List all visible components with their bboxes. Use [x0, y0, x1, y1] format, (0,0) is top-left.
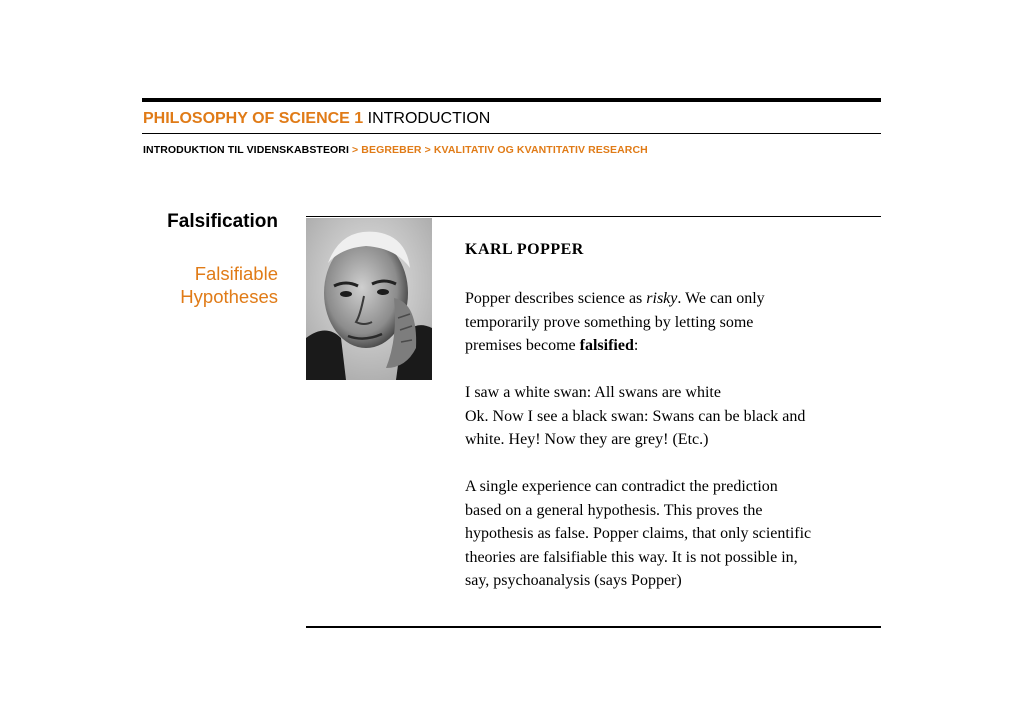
- portrait-photo: [306, 218, 432, 380]
- breadcrumb-root: INTRODUKTION TIL VIDENSKABSTEORI: [143, 144, 350, 156]
- p1-l1-tail: . We can only: [677, 290, 765, 307]
- p3-line-3: hypothesis as false. Popper claims, that only scientific: [465, 525, 812, 542]
- breadcrumb-path: > BEGREBER > KVALITATIV OG KVANTITATIV RESEARCH: [352, 144, 648, 156]
- header-divider: [142, 133, 881, 134]
- falsified-strong: falsified: [579, 337, 634, 354]
- p2-line-3: white. Hey! Now they are grey! (Etc.): [465, 431, 709, 448]
- p1-line-3: [465, 334, 885, 358]
- paragraph-risky-science: [465, 287, 885, 358]
- p1-l3-text: premises become: [465, 337, 580, 354]
- slide-subtitle-line-1: Falsifiable: [194, 263, 278, 284]
- paragraph-swan-example: [465, 381, 885, 452]
- content-top-rule: [306, 216, 881, 217]
- p2-line-1: I saw a white swan: All swans are white: [465, 384, 721, 401]
- slide-subtitle-line-2: Hypotheses: [180, 286, 278, 307]
- header-top-rule: [142, 98, 881, 102]
- p2-line-2: Ok. Now I see a black swan: Swans can be black and: [465, 407, 806, 425]
- portrait-illustration: [306, 218, 432, 380]
- slide-title: Falsification: [167, 211, 278, 232]
- paragraph-falsifiability: [465, 475, 885, 593]
- content-bottom-rule: [306, 626, 881, 628]
- page-header: [143, 109, 490, 129]
- p3-line-4: theories are falsifiable this way. It is not possible in,: [465, 548, 798, 566]
- p3-line-1: A single experience can contradict the prediction: [465, 478, 778, 495]
- p3-line-5: say, psychoanalysis (says Popper): [465, 572, 682, 589]
- p1-l3-tail: :: [633, 337, 639, 354]
- section-title: INTRODUCTION: [367, 110, 491, 127]
- p1-line-1: [465, 287, 885, 311]
- content-body: [465, 238, 885, 616]
- person-name: KARL POPPER: [465, 241, 584, 258]
- p3-line-2: based on a general hypothesis. This proves the: [465, 501, 763, 519]
- course-title: PHILOSOPHY OF SCIENCE 1: [143, 110, 364, 127]
- slide-subtitle: [100, 262, 278, 308]
- risky-emphasis: risky: [646, 290, 678, 307]
- breadcrumb: [143, 144, 648, 156]
- p1-l1-text: Popper describes science as: [465, 290, 647, 307]
- p1-line-2: temporarily prove something by letting some: [465, 313, 754, 331]
